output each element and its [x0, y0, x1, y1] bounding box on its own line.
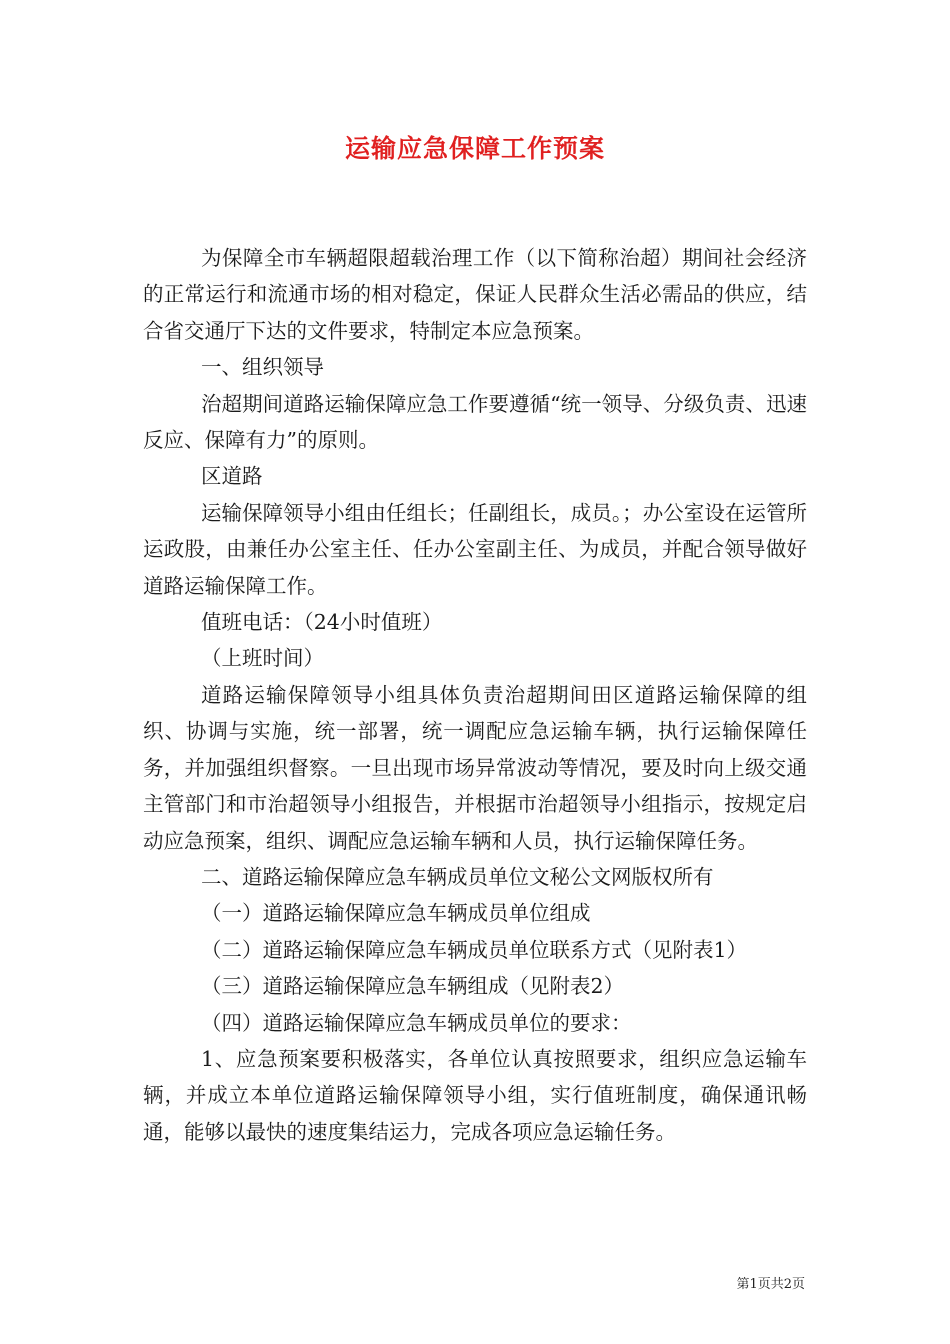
district-line: 区道路	[201, 464, 263, 489]
intro-paragraph: 为保障全市车辆超限超载治理工作（以下简称治超）期间社会经济的正常运行和流通市场的相对稳定，保证人民群众生活必需品的供应，结合省交通厅下达的文件要求，特制定本应急预案。	[143, 246, 807, 343]
leadership-paragraph: 运输保障领导小组由任组长；任副组长，成员。；办公室设在运管所运政股，由兼任办公室主任、任办公室副主任、为成员，并配合领导做好道路运输保障工作。	[143, 500, 807, 598]
document-body	[143, 240, 807, 1150]
subsection-1: （一）道路运输保障应急车辆成员单位组成	[201, 901, 591, 926]
section-heading-units: 二、道路运输保障应急车辆成员单位文秘公文网版权所有	[201, 864, 714, 889]
requirement-1-paragraph: 1、应急预案要积极落实，各单位认真按照要求，组织应急运输车辆，并成立本单位道路运输保障领导小组，实行值班制度，确保通讯畅通，能够以最快的速度集结运力，完成各项应急运输任务。	[143, 1046, 807, 1144]
principle-paragraph: 治超期间道路运输保障应急工作要遵循“统一领导、分级负责、迅速反应、保障有力”的原则。	[143, 391, 807, 453]
document-title: 运输应急保障工作预案	[344, 134, 605, 163]
page-footer: 第1页共2页	[736, 1277, 805, 1292]
duty-phone-line: 值班电话：（24小时值班）	[201, 610, 443, 635]
subsection-4: （四）道路运输保障应急车辆成员单位的要求：	[201, 1010, 632, 1035]
responsibility-paragraph: 道路运输保障领导小组具体负责治超期间田区道路运输保障的组织、协调与实施，统一部署，统一调配应急运输车辆，执行运输保障任务，并加强组织督察。一旦出现市场异常波动等情况，要及时向上级交通主管部门和市治超领导小组报告，并根据市治超领导小组指示，按规定启动应急预案，组织、调配应急运输车辆和人员，执行运输保障任务。	[143, 682, 807, 853]
section-heading-organization: 一、组织领导	[201, 355, 324, 380]
work-hours-line: （上班时间）	[201, 646, 324, 671]
subsection-2: （二）道路运输保障应急车辆成员单位联系方式（见附表1）	[201, 937, 748, 962]
subsection-3: （三）道路运输保障应急车辆组成（见附表2）	[201, 974, 625, 999]
